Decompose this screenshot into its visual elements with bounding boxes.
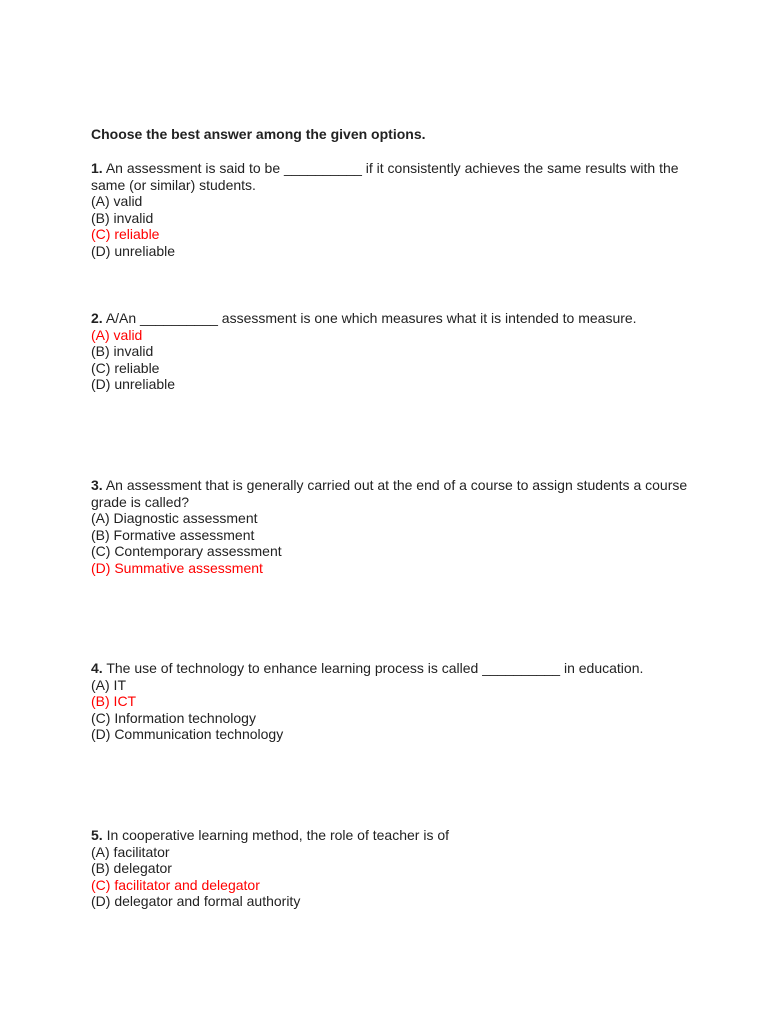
option-a: (A) facilitator — [91, 843, 170, 860]
options-list — [91, 510, 691, 576]
question-text: An assessment that is generally carried out at the end of a course to assign students a course grade is called? — [91, 477, 688, 510]
question-text: A/An __________ assessment is one which measures what it is intended to measure. — [105, 310, 637, 326]
question-stem — [91, 660, 691, 677]
question-number: 4. — [91, 660, 103, 676]
option-a: (A) Diagnostic assessment — [91, 510, 258, 526]
question-number: 5. — [91, 827, 103, 843]
option-d: (D) unreliable — [91, 242, 176, 259]
option-b: (B) invalid — [91, 343, 154, 359]
question-4 — [91, 660, 691, 743]
question-3 — [91, 477, 691, 576]
question-number: 2. — [91, 310, 103, 326]
question-text: An assessment is said to be __________ if it consistently achieves the same results with the same (or similar) students. — [91, 160, 679, 193]
option-a: (A) valid — [91, 326, 143, 343]
options-list — [91, 844, 691, 910]
option-d: (D) unreliable — [91, 376, 176, 392]
question-1 — [91, 160, 691, 259]
options-list — [91, 677, 691, 743]
options-list — [91, 193, 691, 259]
option-c: (C) facilitator and delegator — [91, 876, 260, 893]
option-d: (D) delegator and formal authority — [91, 893, 301, 909]
option-c: (C) reliable — [91, 359, 160, 376]
option-b: (B) delegator — [91, 860, 172, 876]
question-stem — [91, 477, 691, 510]
option-b: (B) invalid — [91, 209, 154, 226]
option-b: (B) ICT — [91, 693, 137, 709]
question-number: 1. — [91, 160, 103, 176]
option-d: (D) Summative assessment — [91, 559, 263, 576]
question-2 — [91, 310, 691, 393]
option-c: (C) Information technology — [91, 709, 256, 726]
option-a: (A) valid — [91, 193, 143, 209]
question-text: The use of technology to enhance learning process is called __________ in education. — [106, 660, 644, 676]
option-d: (D) Communication technology — [91, 726, 284, 742]
option-c: (C) reliable — [91, 226, 160, 242]
question-text: In cooperative learning method, the role of teacher is of — [106, 827, 450, 843]
option-b: (B) Formative assessment — [91, 526, 255, 543]
question-number: 3. — [91, 477, 103, 493]
question-5 — [91, 827, 691, 910]
question-stem — [91, 827, 691, 844]
option-a: (A) IT — [91, 676, 126, 693]
instructions-heading: Choose the best answer among the given options. — [91, 126, 426, 142]
options-list — [91, 327, 691, 393]
question-stem — [91, 310, 691, 327]
option-c: (C) Contemporary assessment — [91, 543, 282, 559]
question-stem — [91, 160, 691, 193]
